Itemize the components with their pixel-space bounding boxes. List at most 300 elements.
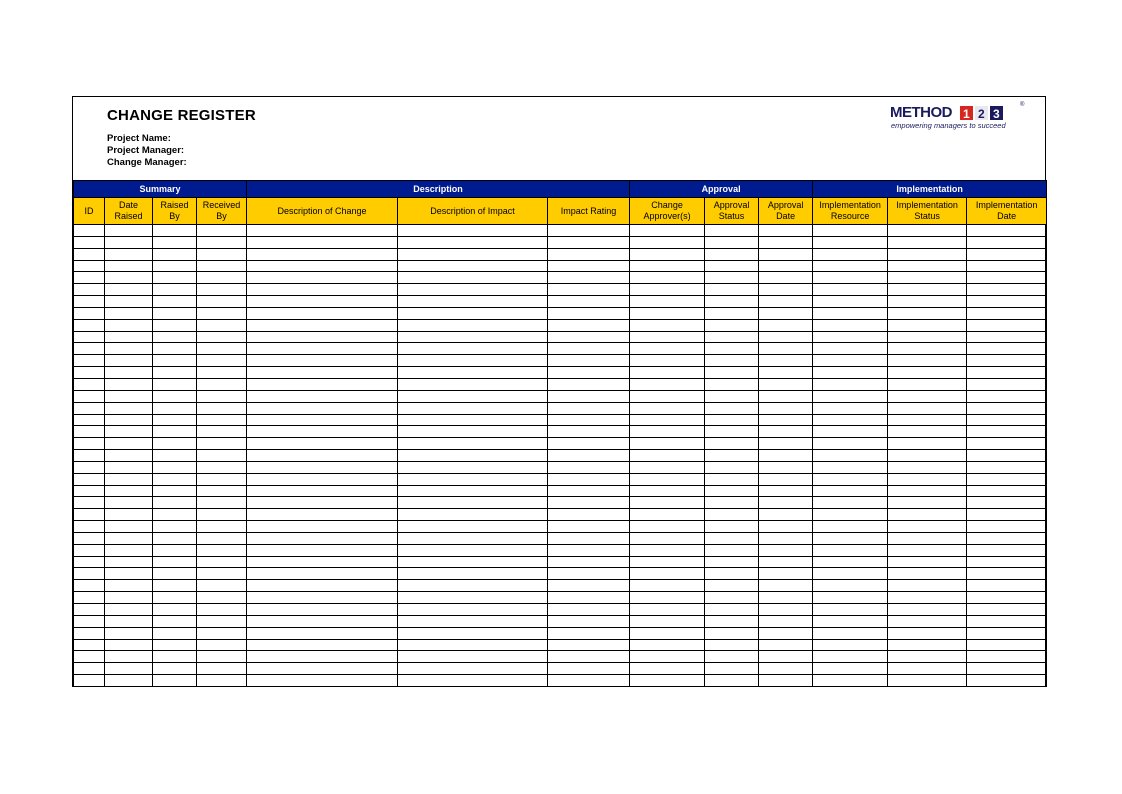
table-cell[interactable] <box>705 225 759 237</box>
table-cell[interactable] <box>888 378 967 390</box>
table-cell[interactable] <box>548 556 630 568</box>
table-cell[interactable] <box>630 225 705 237</box>
table-cell[interactable] <box>759 248 813 260</box>
table-cell[interactable] <box>888 663 967 675</box>
table-cell[interactable] <box>197 225 247 237</box>
table-cell[interactable] <box>74 556 105 568</box>
table-cell[interactable] <box>759 627 813 639</box>
table-cell[interactable] <box>247 663 398 675</box>
table-cell[interactable] <box>398 343 548 355</box>
table-cell[interactable] <box>967 568 1047 580</box>
table-cell[interactable] <box>967 485 1047 497</box>
table-cell[interactable] <box>813 497 888 509</box>
table-cell[interactable] <box>105 556 153 568</box>
table-cell[interactable] <box>813 651 888 663</box>
table-cell[interactable] <box>705 532 759 544</box>
table-cell[interactable] <box>247 592 398 604</box>
table-cell[interactable] <box>247 378 398 390</box>
table-cell[interactable] <box>548 225 630 237</box>
table-cell[interactable] <box>247 272 398 284</box>
table-cell[interactable] <box>630 284 705 296</box>
table-cell[interactable] <box>548 663 630 675</box>
table-cell[interactable] <box>705 402 759 414</box>
table-cell[interactable] <box>74 296 105 308</box>
table-cell[interactable] <box>105 532 153 544</box>
table-cell[interactable] <box>630 343 705 355</box>
table-cell[interactable] <box>398 675 548 687</box>
table-cell[interactable] <box>398 236 548 248</box>
table-cell[interactable] <box>153 284 197 296</box>
table-cell[interactable] <box>813 639 888 651</box>
table-cell[interactable] <box>74 272 105 284</box>
table-cell[interactable] <box>247 461 398 473</box>
table-cell[interactable] <box>74 615 105 627</box>
table-cell[interactable] <box>813 272 888 284</box>
table-cell[interactable] <box>197 378 247 390</box>
table-cell[interactable] <box>630 390 705 402</box>
table-cell[interactable] <box>548 473 630 485</box>
table-cell[interactable] <box>630 651 705 663</box>
table-cell[interactable] <box>398 296 548 308</box>
table-cell[interactable] <box>105 651 153 663</box>
table-cell[interactable] <box>197 544 247 556</box>
table-cell[interactable] <box>705 426 759 438</box>
table-cell[interactable] <box>759 497 813 509</box>
table-cell[interactable] <box>105 225 153 237</box>
table-cell[interactable] <box>548 580 630 592</box>
table-cell[interactable] <box>153 568 197 580</box>
table-cell[interactable] <box>197 284 247 296</box>
table-cell[interactable] <box>74 438 105 450</box>
table-cell[interactable] <box>74 473 105 485</box>
table-cell[interactable] <box>105 248 153 260</box>
table-cell[interactable] <box>153 414 197 426</box>
table-cell[interactable] <box>153 355 197 367</box>
table-cell[interactable] <box>759 651 813 663</box>
table-cell[interactable] <box>630 497 705 509</box>
table-cell[interactable] <box>888 438 967 450</box>
table-cell[interactable] <box>813 627 888 639</box>
table-cell[interactable] <box>197 236 247 248</box>
table-cell[interactable] <box>705 568 759 580</box>
table-cell[interactable] <box>105 236 153 248</box>
table-cell[interactable] <box>888 627 967 639</box>
table-cell[interactable] <box>967 331 1047 343</box>
table-cell[interactable] <box>630 248 705 260</box>
table-cell[interactable] <box>548 331 630 343</box>
table-cell[interactable] <box>967 260 1047 272</box>
table-cell[interactable] <box>705 461 759 473</box>
table-cell[interactable] <box>967 627 1047 639</box>
table-cell[interactable] <box>967 225 1047 237</box>
table-cell[interactable] <box>630 260 705 272</box>
table-cell[interactable] <box>398 284 548 296</box>
table-cell[interactable] <box>888 402 967 414</box>
table-cell[interactable] <box>813 473 888 485</box>
table-cell[interactable] <box>813 485 888 497</box>
table-cell[interactable] <box>197 521 247 533</box>
table-cell[interactable] <box>398 592 548 604</box>
table-cell[interactable] <box>153 556 197 568</box>
table-cell[interactable] <box>398 568 548 580</box>
table-cell[interactable] <box>153 544 197 556</box>
table-cell[interactable] <box>197 627 247 639</box>
table-cell[interactable] <box>759 343 813 355</box>
table-cell[interactable] <box>105 438 153 450</box>
table-cell[interactable] <box>398 272 548 284</box>
table-cell[interactable] <box>197 675 247 687</box>
table-cell[interactable] <box>74 651 105 663</box>
table-cell[interactable] <box>630 639 705 651</box>
table-cell[interactable] <box>630 272 705 284</box>
table-cell[interactable] <box>398 450 548 462</box>
table-cell[interactable] <box>105 260 153 272</box>
table-cell[interactable] <box>197 592 247 604</box>
table-cell[interactable] <box>888 331 967 343</box>
table-cell[interactable] <box>105 521 153 533</box>
table-cell[interactable] <box>153 461 197 473</box>
table-cell[interactable] <box>74 604 105 616</box>
table-cell[interactable] <box>888 532 967 544</box>
table-cell[interactable] <box>630 296 705 308</box>
table-cell[interactable] <box>247 367 398 379</box>
table-cell[interactable] <box>153 473 197 485</box>
table-cell[interactable] <box>888 461 967 473</box>
table-cell[interactable] <box>153 367 197 379</box>
table-cell[interactable] <box>630 592 705 604</box>
table-cell[interactable] <box>630 532 705 544</box>
table-cell[interactable] <box>74 414 105 426</box>
table-cell[interactable] <box>705 580 759 592</box>
table-cell[interactable] <box>967 663 1047 675</box>
table-cell[interactable] <box>630 307 705 319</box>
table-cell[interactable] <box>813 568 888 580</box>
table-cell[interactable] <box>247 568 398 580</box>
table-cell[interactable] <box>153 675 197 687</box>
table-cell[interactable] <box>197 485 247 497</box>
table-cell[interactable] <box>548 284 630 296</box>
table-cell[interactable] <box>967 343 1047 355</box>
table-cell[interactable] <box>888 284 967 296</box>
table-cell[interactable] <box>105 604 153 616</box>
table-cell[interactable] <box>548 319 630 331</box>
table-cell[interactable] <box>888 248 967 260</box>
table-cell[interactable] <box>153 236 197 248</box>
table-cell[interactable] <box>888 485 967 497</box>
table-cell[interactable] <box>630 675 705 687</box>
table-cell[interactable] <box>759 438 813 450</box>
table-cell[interactable] <box>813 402 888 414</box>
table-cell[interactable] <box>105 627 153 639</box>
table-cell[interactable] <box>153 225 197 237</box>
table-cell[interactable] <box>813 509 888 521</box>
table-cell[interactable] <box>759 378 813 390</box>
table-cell[interactable] <box>813 675 888 687</box>
table-cell[interactable] <box>888 544 967 556</box>
table-cell[interactable] <box>759 521 813 533</box>
table-cell[interactable] <box>153 639 197 651</box>
table-cell[interactable] <box>247 284 398 296</box>
table-cell[interactable] <box>705 485 759 497</box>
table-cell[interactable] <box>105 485 153 497</box>
table-cell[interactable] <box>967 497 1047 509</box>
table-cell[interactable] <box>759 402 813 414</box>
table-cell[interactable] <box>548 260 630 272</box>
table-cell[interactable] <box>548 438 630 450</box>
table-cell[interactable] <box>630 414 705 426</box>
table-cell[interactable] <box>548 307 630 319</box>
table-cell[interactable] <box>74 627 105 639</box>
table-cell[interactable] <box>74 675 105 687</box>
table-cell[interactable] <box>705 390 759 402</box>
table-cell[interactable] <box>153 615 197 627</box>
table-cell[interactable] <box>197 260 247 272</box>
table-cell[interactable] <box>759 509 813 521</box>
table-cell[interactable] <box>153 402 197 414</box>
table-cell[interactable] <box>630 556 705 568</box>
table-cell[interactable] <box>967 580 1047 592</box>
table-cell[interactable] <box>759 236 813 248</box>
table-cell[interactable] <box>197 461 247 473</box>
table-cell[interactable] <box>630 627 705 639</box>
table-cell[interactable] <box>967 414 1047 426</box>
table-cell[interactable] <box>247 509 398 521</box>
table-cell[interactable] <box>197 307 247 319</box>
table-cell[interactable] <box>247 544 398 556</box>
table-cell[interactable] <box>153 651 197 663</box>
table-cell[interactable] <box>705 450 759 462</box>
table-cell[interactable] <box>888 367 967 379</box>
table-cell[interactable] <box>247 331 398 343</box>
table-cell[interactable] <box>705 604 759 616</box>
table-cell[interactable] <box>548 497 630 509</box>
table-cell[interactable] <box>197 497 247 509</box>
table-cell[interactable] <box>105 402 153 414</box>
table-cell[interactable] <box>705 438 759 450</box>
table-cell[interactable] <box>888 521 967 533</box>
table-cell[interactable] <box>548 378 630 390</box>
table-cell[interactable] <box>153 532 197 544</box>
table-cell[interactable] <box>153 438 197 450</box>
table-cell[interactable] <box>888 450 967 462</box>
table-cell[interactable] <box>74 450 105 462</box>
table-cell[interactable] <box>548 426 630 438</box>
table-cell[interactable] <box>548 367 630 379</box>
table-cell[interactable] <box>197 473 247 485</box>
table-cell[interactable] <box>759 260 813 272</box>
table-cell[interactable] <box>705 521 759 533</box>
table-cell[interactable] <box>105 509 153 521</box>
table-cell[interactable] <box>813 532 888 544</box>
table-cell[interactable] <box>630 402 705 414</box>
table-cell[interactable] <box>153 331 197 343</box>
table-cell[interactable] <box>74 307 105 319</box>
table-cell[interactable] <box>967 236 1047 248</box>
table-cell[interactable] <box>813 592 888 604</box>
table-cell[interactable] <box>705 343 759 355</box>
table-cell[interactable] <box>247 343 398 355</box>
table-cell[interactable] <box>888 639 967 651</box>
table-cell[interactable] <box>74 260 105 272</box>
table-cell[interactable] <box>759 319 813 331</box>
table-cell[interactable] <box>197 509 247 521</box>
table-cell[interactable] <box>247 651 398 663</box>
table-cell[interactable] <box>105 390 153 402</box>
table-cell[interactable] <box>398 390 548 402</box>
table-cell[interactable] <box>813 367 888 379</box>
table-cell[interactable] <box>398 461 548 473</box>
table-cell[interactable] <box>548 592 630 604</box>
table-cell[interactable] <box>548 615 630 627</box>
table-cell[interactable] <box>630 355 705 367</box>
table-cell[interactable] <box>105 355 153 367</box>
table-cell[interactable] <box>888 236 967 248</box>
table-cell[interactable] <box>105 319 153 331</box>
table-cell[interactable] <box>888 497 967 509</box>
table-cell[interactable] <box>967 473 1047 485</box>
table-cell[interactable] <box>813 615 888 627</box>
table-cell[interactable] <box>759 544 813 556</box>
table-cell[interactable] <box>247 307 398 319</box>
table-cell[interactable] <box>630 450 705 462</box>
table-cell[interactable] <box>153 497 197 509</box>
table-cell[interactable] <box>247 473 398 485</box>
table-cell[interactable] <box>705 236 759 248</box>
table-cell[interactable] <box>759 296 813 308</box>
table-cell[interactable] <box>398 651 548 663</box>
table-cell[interactable] <box>705 307 759 319</box>
table-cell[interactable] <box>398 260 548 272</box>
table-cell[interactable] <box>967 248 1047 260</box>
table-cell[interactable] <box>74 319 105 331</box>
table-cell[interactable] <box>630 426 705 438</box>
table-cell[interactable] <box>197 426 247 438</box>
table-cell[interactable] <box>197 390 247 402</box>
table-cell[interactable] <box>813 236 888 248</box>
table-cell[interactable] <box>105 568 153 580</box>
table-cell[interactable] <box>105 378 153 390</box>
table-cell[interactable] <box>888 225 967 237</box>
table-cell[interactable] <box>705 651 759 663</box>
table-cell[interactable] <box>630 236 705 248</box>
table-cell[interactable] <box>813 248 888 260</box>
table-cell[interactable] <box>74 355 105 367</box>
table-cell[interactable] <box>813 331 888 343</box>
table-cell[interactable] <box>398 663 548 675</box>
table-cell[interactable] <box>398 521 548 533</box>
table-cell[interactable] <box>247 260 398 272</box>
table-cell[interactable] <box>759 604 813 616</box>
table-cell[interactable] <box>247 426 398 438</box>
table-cell[interactable] <box>888 580 967 592</box>
table-cell[interactable] <box>548 390 630 402</box>
table-cell[interactable] <box>197 367 247 379</box>
table-cell[interactable] <box>967 675 1047 687</box>
table-cell[interactable] <box>630 615 705 627</box>
table-cell[interactable] <box>967 426 1047 438</box>
table-cell[interactable] <box>888 675 967 687</box>
table-cell[interactable] <box>398 378 548 390</box>
table-cell[interactable] <box>967 615 1047 627</box>
table-cell[interactable] <box>153 663 197 675</box>
table-cell[interactable] <box>247 402 398 414</box>
table-cell[interactable] <box>759 592 813 604</box>
table-cell[interactable] <box>398 355 548 367</box>
table-cell[interactable] <box>105 675 153 687</box>
table-cell[interactable] <box>967 509 1047 521</box>
table-cell[interactable] <box>705 592 759 604</box>
table-cell[interactable] <box>759 307 813 319</box>
table-cell[interactable] <box>398 532 548 544</box>
table-cell[interactable] <box>813 438 888 450</box>
table-cell[interactable] <box>74 532 105 544</box>
table-cell[interactable] <box>888 343 967 355</box>
table-cell[interactable] <box>705 675 759 687</box>
table-cell[interactable] <box>153 307 197 319</box>
table-cell[interactable] <box>247 355 398 367</box>
table-cell[interactable] <box>705 248 759 260</box>
table-cell[interactable] <box>247 639 398 651</box>
table-cell[interactable] <box>759 532 813 544</box>
table-cell[interactable] <box>398 367 548 379</box>
table-cell[interactable] <box>247 438 398 450</box>
table-cell[interactable] <box>967 532 1047 544</box>
table-cell[interactable] <box>759 461 813 473</box>
table-cell[interactable] <box>197 296 247 308</box>
table-cell[interactable] <box>548 568 630 580</box>
table-cell[interactable] <box>888 307 967 319</box>
table-cell[interactable] <box>967 604 1047 616</box>
table-cell[interactable] <box>153 604 197 616</box>
table-cell[interactable] <box>967 296 1047 308</box>
table-cell[interactable] <box>630 509 705 521</box>
table-cell[interactable] <box>247 319 398 331</box>
table-cell[interactable] <box>105 580 153 592</box>
table-cell[interactable] <box>197 414 247 426</box>
table-cell[interactable] <box>247 497 398 509</box>
table-cell[interactable] <box>967 544 1047 556</box>
table-cell[interactable] <box>630 568 705 580</box>
table-cell[interactable] <box>813 296 888 308</box>
table-cell[interactable] <box>105 331 153 343</box>
table-cell[interactable] <box>888 319 967 331</box>
table-cell[interactable] <box>888 414 967 426</box>
table-cell[interactable] <box>888 604 967 616</box>
table-cell[interactable] <box>759 284 813 296</box>
table-cell[interactable] <box>74 544 105 556</box>
table-cell[interactable] <box>105 296 153 308</box>
table-cell[interactable] <box>153 592 197 604</box>
table-cell[interactable] <box>967 450 1047 462</box>
table-cell[interactable] <box>967 307 1047 319</box>
table-cell[interactable] <box>548 604 630 616</box>
table-cell[interactable] <box>153 378 197 390</box>
table-cell[interactable] <box>247 390 398 402</box>
table-cell[interactable] <box>630 367 705 379</box>
table-cell[interactable] <box>967 319 1047 331</box>
table-cell[interactable] <box>398 438 548 450</box>
table-cell[interactable] <box>74 248 105 260</box>
table-cell[interactable] <box>888 556 967 568</box>
table-cell[interactable] <box>398 307 548 319</box>
table-cell[interactable] <box>197 438 247 450</box>
table-cell[interactable] <box>197 331 247 343</box>
table-cell[interactable] <box>888 509 967 521</box>
table-cell[interactable] <box>105 639 153 651</box>
table-cell[interactable] <box>74 390 105 402</box>
table-cell[interactable] <box>888 272 967 284</box>
table-cell[interactable] <box>967 592 1047 604</box>
